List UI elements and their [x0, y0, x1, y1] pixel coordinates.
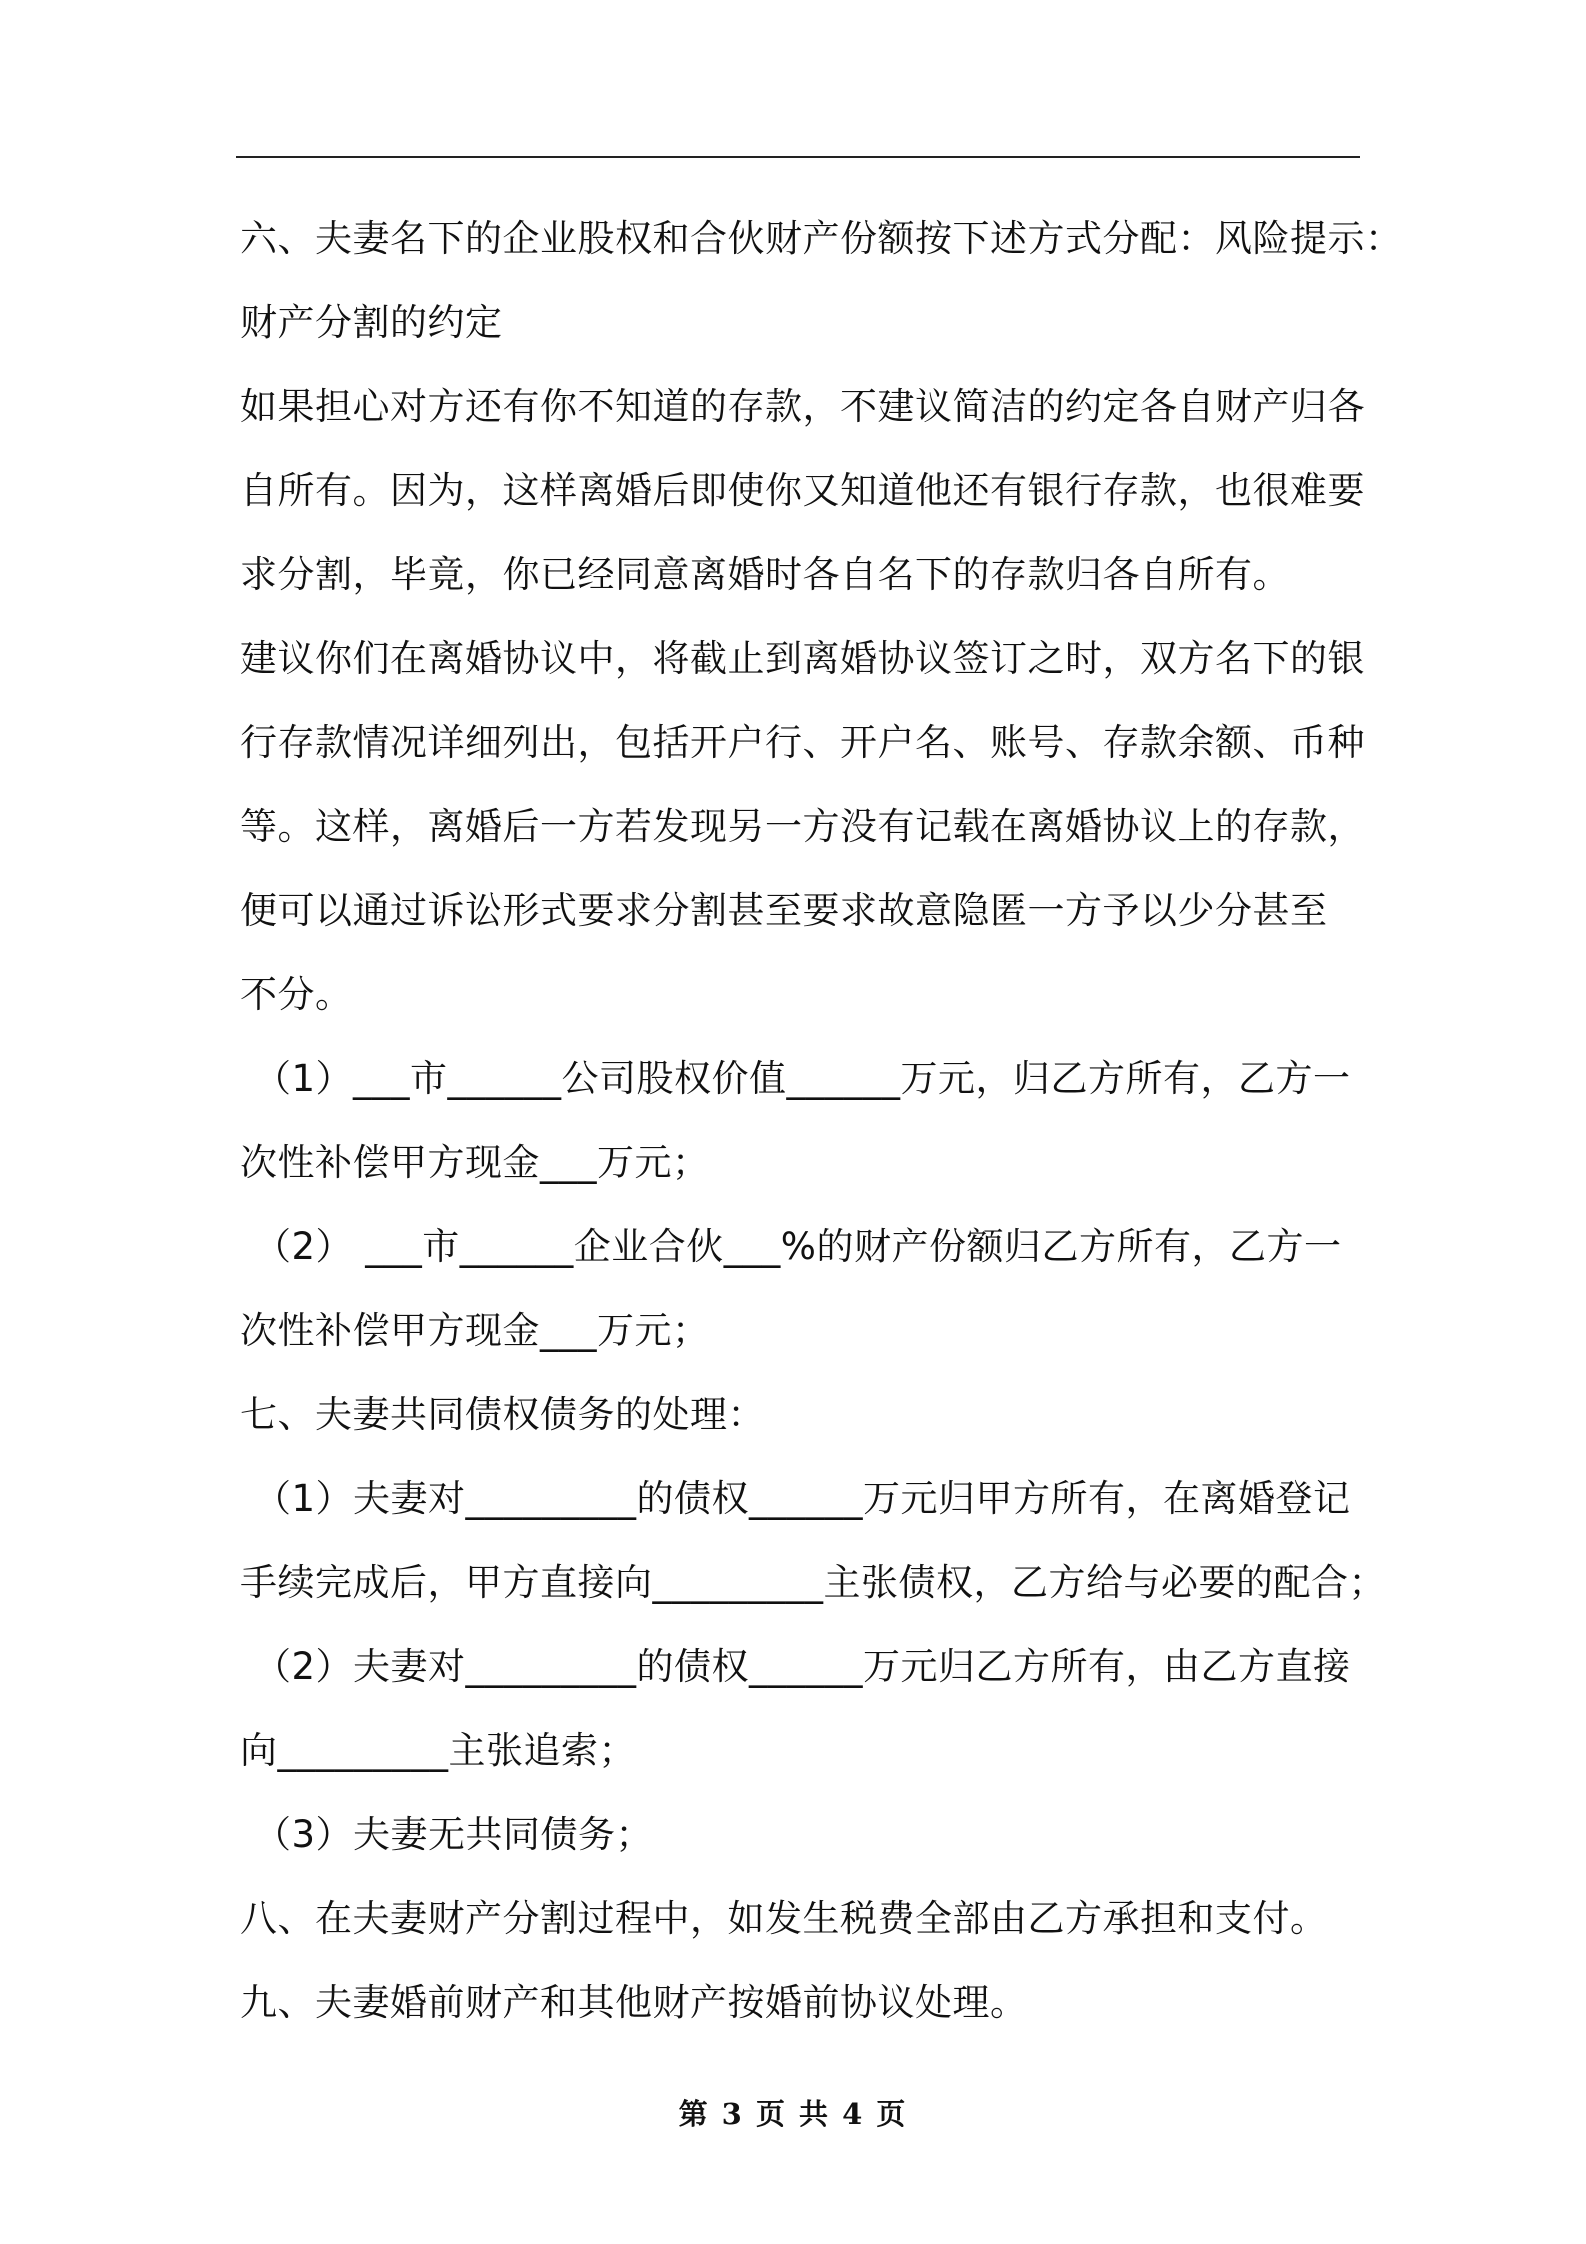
- clause-6-2-cont: 次性补偿甲方现金___万元；: [240, 1309, 710, 1352]
- paragraph-line: 便可以通过诉讼形式要求分割甚至要求故意隐匿一方予以少分甚至: [240, 889, 1328, 932]
- clause-6-1-cont: 次性补偿甲方现金___万元；: [240, 1141, 710, 1184]
- clause-7-2-cont: 向_________主张追索；: [240, 1729, 636, 1772]
- paragraph-line: 自所有。因为，这样离婚后即使你又知道他还有银行存款，也很难要: [240, 469, 1365, 512]
- clause-7-1-cont: 手续完成后，甲方直接向_________主张债权，乙方给与必要的配合；: [240, 1561, 1386, 1604]
- paragraph-line: 行存款情况详细列出，包括开户行、开户名、账号、存款余额、币种: [240, 721, 1365, 764]
- clause-7-2: （2）夫妻对_________的债权______万元归乙方所有，由乙方直接: [254, 1645, 1351, 1688]
- clause-7-1: （1）夫妻对_________的债权______万元归甲方所有，在离婚登记: [254, 1477, 1351, 1520]
- clause-6-2: （2） ___市______企业合伙___%的财产份额归乙方所有，乙方一: [254, 1225, 1342, 1268]
- header-divider: [236, 156, 1360, 158]
- clause-7-3: （3）夫妻无共同债务；: [254, 1813, 654, 1856]
- paragraph-line: 不分。: [240, 973, 353, 1016]
- document-body: [240, 197, 1403, 2045]
- paragraph-line: 求分割，毕竟，你已经同意离婚时各自名下的存款归各自所有。: [240, 553, 1290, 596]
- paragraph-line: 建议你们在离婚协议中，将截止到离婚协议签订之时，双方名下的银: [240, 637, 1365, 680]
- risk-tip-title: 财产分割的约定: [240, 301, 503, 344]
- paragraph-line: 等。这样，离婚后一方若发现另一方没有记载在离婚协议上的存款，: [240, 805, 1365, 848]
- paragraph-line: 如果担心对方还有你不知道的存款，不建议简洁的约定各自财产归各: [240, 385, 1365, 428]
- section-8: 八、在夫妻财产分割过程中，如发生税费全部由乙方承担和支付。: [240, 1897, 1328, 1940]
- page-number-footer: 第 3 页 共 4 页: [678, 2097, 908, 2131]
- section-6-heading: 六、夫妻名下的企业股权和合伙财产份额按下述方式分配：风险提示：: [240, 217, 1403, 260]
- section-9: 九、夫妻婚前财产和其他财产按婚前协议处理。: [240, 1981, 1028, 2024]
- section-7-heading: 七、夫妻共同债权债务的处理：: [240, 1393, 765, 1436]
- clause-6-1: （1）___市______公司股权价值______万元，归乙方所有，乙方一: [254, 1057, 1351, 1100]
